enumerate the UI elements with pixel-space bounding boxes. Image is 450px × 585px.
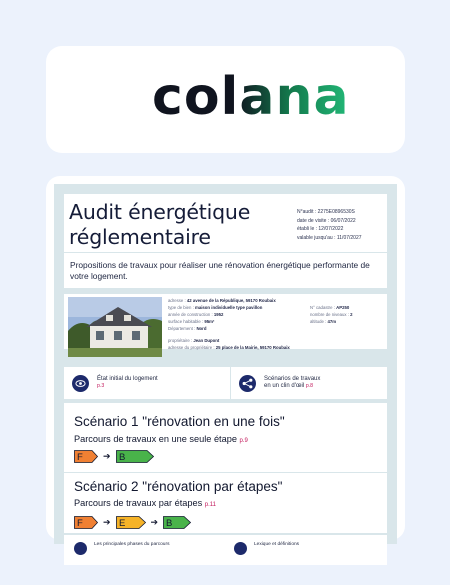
department: Département : Nord (168, 326, 207, 331)
audit-number: N°audit : 2275E0896530S (297, 209, 355, 215)
document-frame (54, 184, 397, 547)
scenario-1-panel[interactable] (64, 403, 387, 472)
issue-date: établi le : 12/07/2022 (297, 226, 344, 233)
logo-text: colana (152, 67, 350, 127)
owner-name: propriétaire : Jean Dupont (168, 338, 220, 343)
construction-year: année de construction : 1952 (168, 312, 224, 317)
property-type: type de bien : maison individuelle type pavillon (168, 305, 263, 310)
share-icon (239, 375, 256, 392)
nav-scenarios-label: Scénarios de travaux en un clin d'œil p.8 (264, 376, 321, 390)
nav-initial-state-label: État initial du logement p.3 (97, 376, 158, 390)
levels-count: nombre de niveaux : 2 (310, 312, 353, 317)
property-address: adresse : 42 avenue de la République, 59170 Roubaix (168, 298, 276, 303)
eye-icon (72, 375, 89, 392)
colana-logo (152, 67, 387, 127)
page-ref: p.3 (97, 383, 105, 390)
svg-text:E: E (118, 518, 125, 529)
valid-until: valable jusqu'au : 11/07/2027 (297, 234, 362, 241)
audit-meta (297, 208, 387, 242)
glossary-icon (234, 542, 247, 555)
page-ref: p.8 (305, 383, 314, 390)
energy-class-badge (74, 450, 98, 463)
visit-date: date de visite : 06/07/2022 (297, 217, 356, 224)
property-info-left (168, 297, 276, 332)
arrow-icon: ➔ (103, 517, 111, 527)
document-title (69, 200, 274, 250)
title-line2: réglementaire (69, 225, 211, 249)
scenario-1-energy-steps (74, 450, 154, 463)
subtitle-panel (64, 253, 387, 288)
scenario-2-panel[interactable] (64, 473, 387, 533)
altitude: altitude : 47m (310, 319, 337, 324)
document-subtitle: Propositions de travaux pour réaliser une rénovation énergétique performante de votre logement. (70, 260, 370, 281)
nav-phases-label[interactable]: Les principales phases du parcours (94, 542, 170, 547)
svg-text:B: B (118, 452, 125, 463)
page-ref: p.11 (204, 502, 216, 508)
nav-glossary-label[interactable]: Lexique et définitions (254, 542, 300, 547)
energy-class-badge (74, 516, 98, 529)
audit-document-preview[interactable] (46, 176, 405, 547)
house-photo (68, 297, 162, 357)
energy-class-badge (116, 450, 154, 463)
cadastre-number: N° cadastre : AP250 (310, 305, 350, 310)
bottom-links (64, 535, 387, 565)
phases-icon (74, 542, 87, 555)
owner-info (168, 337, 290, 351)
energy-class-badge (116, 516, 146, 529)
energy-class-badge (163, 516, 191, 529)
scenario-2-title: Scénario 2 "rénovation par étapes" (74, 479, 283, 494)
title-panel (64, 194, 387, 252)
nav-scenarios-overview[interactable] (231, 367, 387, 399)
scenario-1-title: Scénario 1 "rénovation en une fois" (74, 414, 285, 429)
svg-text:B: B (166, 518, 173, 529)
property-panel (64, 294, 387, 349)
nav-initial-state[interactable] (64, 367, 230, 399)
scenario-1-subtitle: Parcours de travaux en une seule étape p.9 (74, 434, 248, 444)
svg-text:F: F (77, 518, 83, 529)
svg-text:F: F (77, 452, 83, 463)
living-area: surface habitable : 95m² (168, 319, 215, 324)
owner-address: adresse du propriétaire : 25 place de la Mairie, 59170 Roubaix (168, 345, 290, 350)
title-line1: Audit énergétique (69, 200, 251, 224)
scenario-2-energy-steps (74, 516, 191, 529)
arrow-icon: ➔ (150, 517, 159, 527)
logo-card (46, 46, 405, 153)
page-ref: p.9 (239, 438, 248, 444)
scenario-2-subtitle: Parcours de travaux par étapes p.11 (74, 498, 216, 508)
property-info-right (310, 304, 353, 325)
arrow-icon: ➔ (103, 451, 111, 461)
